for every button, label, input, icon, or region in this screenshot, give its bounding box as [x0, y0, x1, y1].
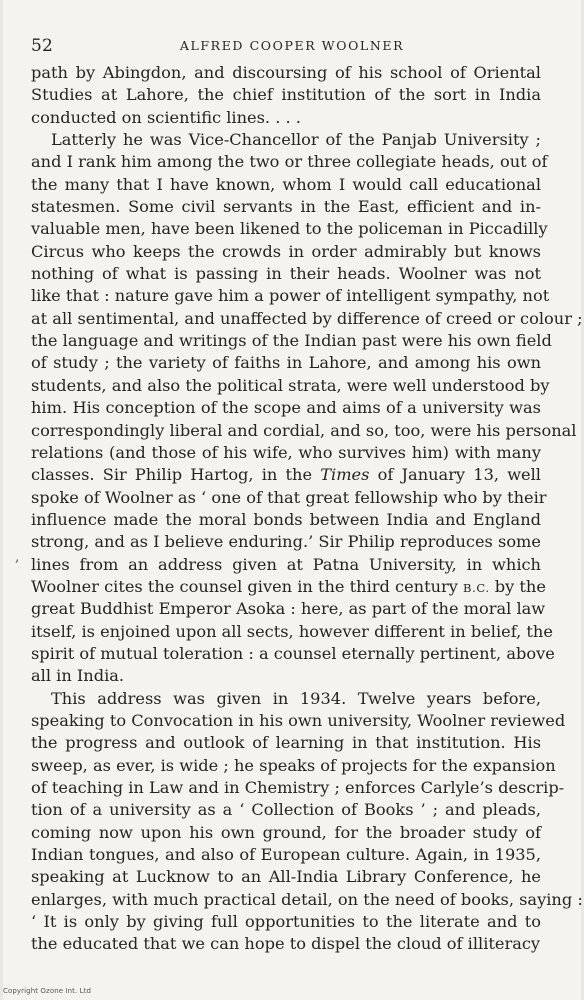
- text-line: great Buddhist Emperor Asoka : here, as part of the moral law: [31, 599, 546, 619]
- text-line: Studies at Lahore, the chief institution of the sort in India: [31, 85, 541, 105]
- text-line: the language and writings of the Indian past were his own field: [31, 331, 552, 351]
- text-line: correspondingly liberal and cordial, and so, too, were his personal: [31, 420, 577, 440]
- text-line: like that : nature gave him a power of intelligent sympathy, not: [31, 286, 550, 306]
- text-line: the progress and outlook of learning in that institution. His: [31, 733, 541, 753]
- text-line: lines from an address given at Patna University, in which: [31, 554, 541, 574]
- text-line: strong, and as I believe enduring.’ Sir Philip reproduces some: [31, 532, 541, 552]
- text-line: coming now upon his own ground, for the broader study of: [31, 822, 541, 842]
- book-page: [3, 0, 581, 1000]
- text-line: spoke of Woolner as ‘ one of that great fellowship who by their: [31, 487, 547, 507]
- text-line: Indian tongues, and also of European culture. Again, in 1935,: [31, 845, 541, 865]
- copyright-notice: Copyright Ozone Int. Ltd: [3, 987, 92, 995]
- text-line: influence made the moral bonds between India and England: [31, 509, 541, 529]
- text-line: classes. Sir Philip Hartog, in the Times of January 13, well: [31, 465, 541, 485]
- text-line: Woolner cites the counsel given in the third century B.C. by the: [31, 576, 546, 596]
- text-line: itself, is enjoined upon all sects, however different in belief, the: [31, 621, 553, 641]
- text-line: spirit of mutual toleration : a counsel eternally pertinent, above: [31, 643, 555, 663]
- text-line: the many that I have known, whom I would call educational: [31, 174, 541, 194]
- text-line: Latterly he was Vice-Chancellor of the Panjab University ;: [51, 130, 541, 150]
- margin-mark: ,: [15, 549, 20, 565]
- text-line: nothing of what is passing in their heads. Woolner was not: [31, 264, 541, 284]
- text-line: statesmen. Some civil servants in the East, efficient and in-: [31, 197, 541, 217]
- text-line: at all sentimental, and unaffected by difference of creed or colour ;: [31, 308, 583, 328]
- text-line: all in India.: [31, 666, 125, 686]
- text-line: valuable men, have been likened to the policeman in Piccadilly: [31, 219, 548, 239]
- text-line: tion of a university as a ‘ Collection of Books ’ ; and pleads,: [31, 800, 541, 820]
- text-line: him. His conception of the scope and aims of a university was: [31, 398, 541, 418]
- text-line: speaking at Lucknow to an All-India Library Conference, he: [31, 867, 541, 887]
- text-line: of teaching in Law and in Chemistry ; enforces Carlyle’s descrip-: [31, 778, 565, 797]
- text-line: students, and also the political strata, were well understood by: [31, 375, 550, 395]
- page-header: [31, 36, 541, 58]
- running-head: ALFRED COOPER WOOLNER: [179, 38, 405, 53]
- text-line: Circus who keeps the crowds in order admirably but knows: [31, 241, 541, 261]
- text-line: sweep, as ever, is wide ; he speaks of projects for the expansion: [31, 755, 556, 775]
- text-line: of study ; the variety of faiths in Lahore, and among his own: [31, 353, 541, 373]
- text-line: conducted on scientific lines. . . .: [31, 107, 301, 127]
- text-line: ‘ It is only by giving full opportunities to the literate and to: [31, 912, 541, 932]
- text-line: speaking to Convocation in his own university, Woolner reviewed: [31, 710, 566, 730]
- page-number: 52: [31, 36, 54, 56]
- text-line: the educated that we can hope to dispel the cloud of illiteracy: [31, 934, 541, 954]
- text-line: and I rank him among the two or three collegiate heads, out of: [31, 152, 548, 172]
- body-text: [31, 62, 583, 956]
- text-line: relations (and those of his wife, who survives him) with many: [31, 442, 541, 462]
- text-line: enlarges, with much practical detail, on the need of books, saying :: [31, 889, 583, 909]
- text-line: path by Abingdon, and discoursing of his school of Oriental: [31, 63, 541, 82]
- text-line: This address was given in 1934. Twelve years before,: [51, 688, 541, 708]
